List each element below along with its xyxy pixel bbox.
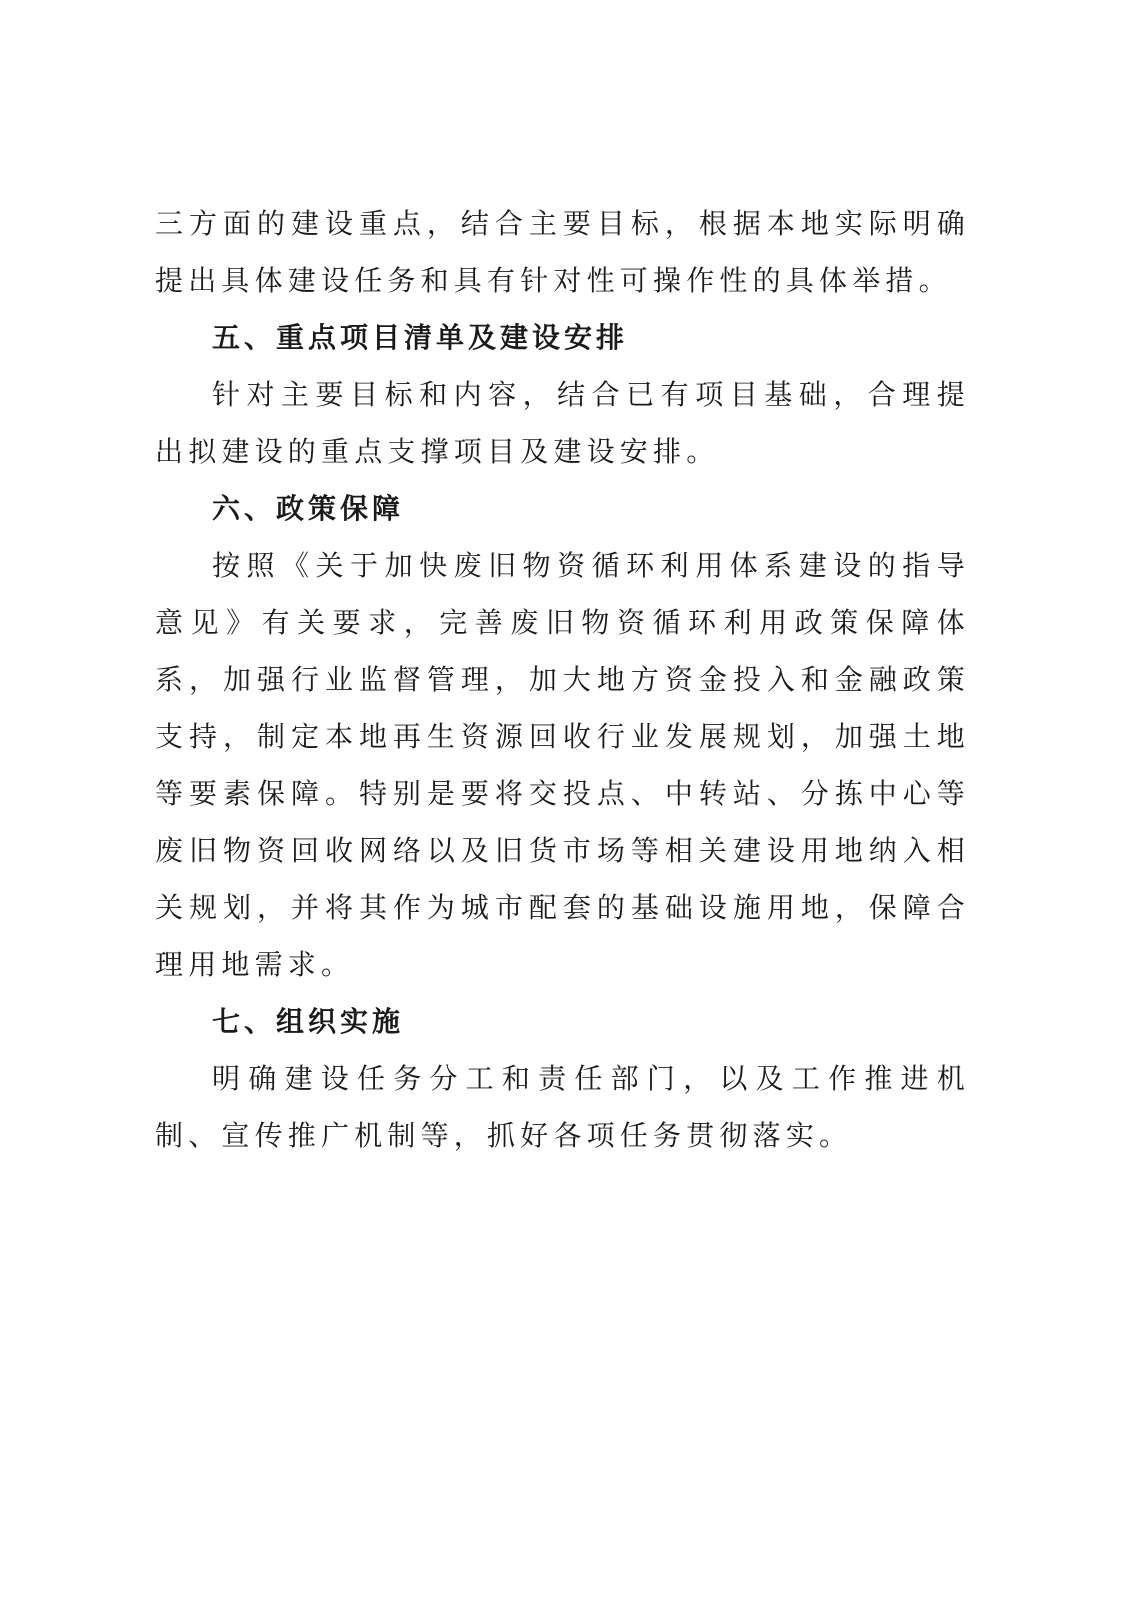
- section-heading-6: 六、政策保障: [212, 492, 405, 525]
- paragraph-key-projects: 针对主要目标和内容，结合已有项目基础，合理提出拟建设的重点支撑项目及建设安排。: [155, 378, 970, 468]
- paragraph-implementation: 明确建设任务分工和责任部门，以及工作推进机制、宣传推广机制等，抓好各项任务贯彻落实。: [155, 1062, 970, 1152]
- section-heading-5: 五、重点项目清单及建设安排: [212, 321, 629, 354]
- paragraph-policy-support: 按照《关于加快废旧物资循环利用体系建设的指导意见》有关要求，完善废旧物资循环利用政策保障体系，加强行业监督管理，加大地方资金投入和金融政策支持，制定本地再生资源回收行业发展规划，加强土地等要素保障。特别是要将交投点、中转站、分拣中心等废旧物资回收网络以及旧货市场等相关建设用地纳入相关规划，并将其作为城市配套的基础设施用地，保障合理用地需求。: [155, 549, 970, 981]
- section-heading-7: 七、组织实施: [212, 1005, 405, 1038]
- paragraph-continuation: 三方面的建设重点，结合主要目标，根据本地实际明确提出具体建设任务和具有针对性可操作性的具体举措。: [155, 207, 970, 297]
- document-body: [155, 195, 970, 1164]
